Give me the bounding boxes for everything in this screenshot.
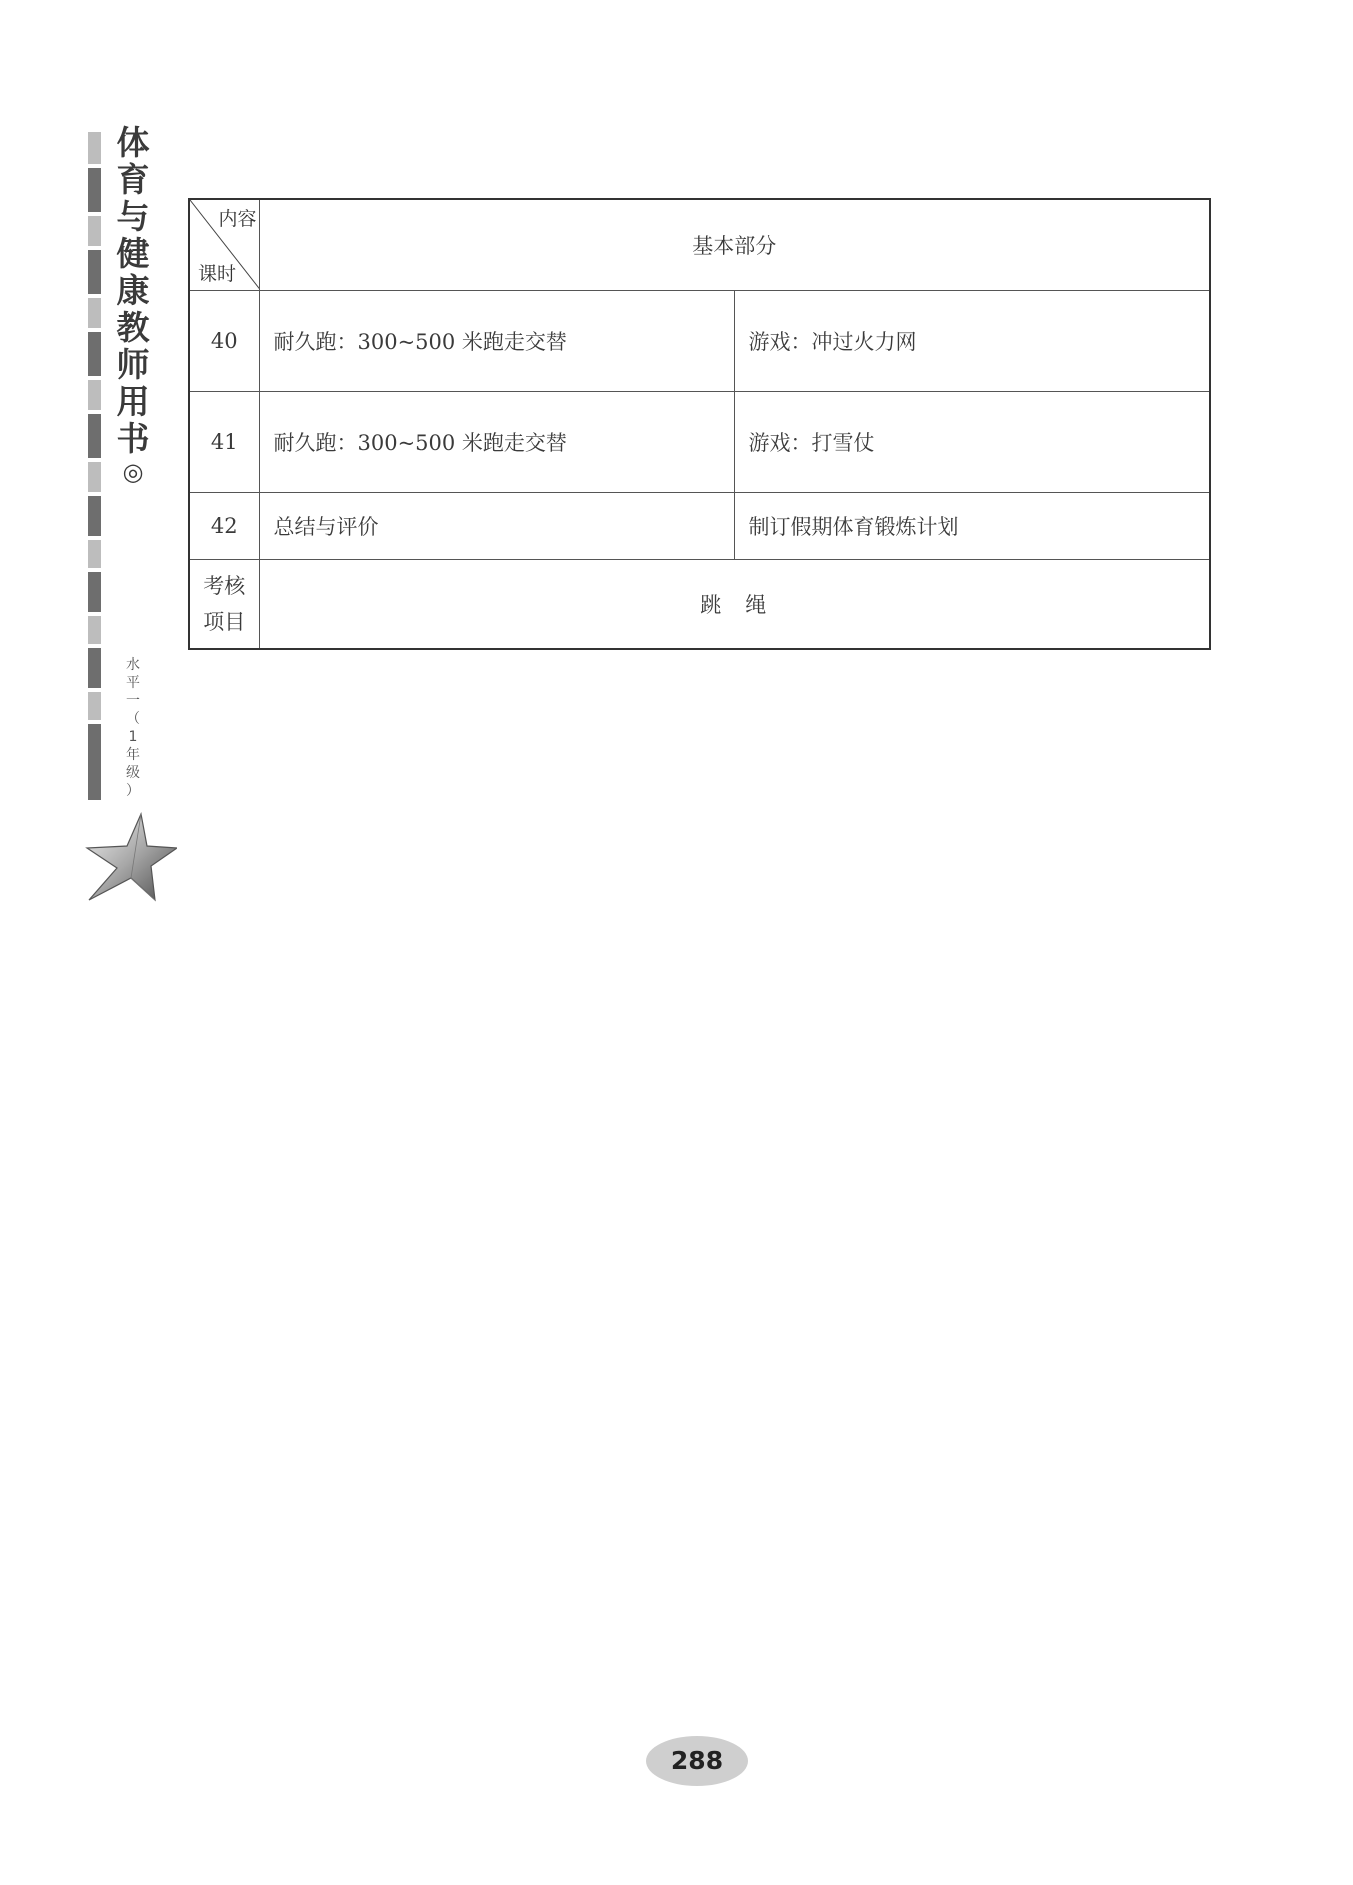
- content-header-label: 内容: [218, 208, 257, 230]
- side-decoration-bars: [88, 132, 101, 800]
- assessment-label-line: 项目: [203, 610, 246, 634]
- book-title-char: 健: [116, 234, 150, 273]
- lesson-plan-table: [188, 198, 1211, 650]
- level-char: 年: [126, 747, 140, 763]
- basic-section-header: 基本部分: [259, 199, 1210, 291]
- book-title-char: 与: [116, 197, 150, 236]
- lesson-number: 40: [189, 291, 259, 392]
- grade-level-label: [124, 656, 142, 800]
- book-title-char: 育: [116, 160, 150, 199]
- assessment-value: [259, 560, 1210, 650]
- table-header-row: [189, 199, 1210, 291]
- level-char: 级: [126, 765, 140, 781]
- table-row: [189, 291, 1210, 392]
- book-title-char: 用: [116, 382, 150, 421]
- book-title-char: 师: [116, 345, 150, 384]
- level-char: ）: [126, 783, 140, 799]
- assessment-label: [189, 560, 259, 650]
- lesson-content-b: 制订假期体育锻炼计划: [734, 493, 1210, 560]
- lesson-number: 42: [189, 493, 259, 560]
- assessment-row: [189, 560, 1210, 650]
- lesson-content-a: 总结与评价: [259, 493, 734, 560]
- level-char: 1: [128, 729, 138, 745]
- level-char: （: [126, 711, 140, 727]
- book-title-char: 教: [116, 308, 150, 347]
- lesson-content-a: 耐久跑：300~500 米跑走交替: [259, 291, 734, 392]
- level-char: 平: [126, 675, 140, 691]
- lesson-content-b: 游戏：冲过火力网: [734, 291, 1210, 392]
- book-title-char: 书: [116, 419, 150, 458]
- page-number: 288: [646, 1736, 748, 1786]
- table-row: [189, 493, 1210, 560]
- lesson-header-label: 课时: [198, 263, 237, 285]
- title-circle-mark: ◎: [122, 458, 144, 486]
- level-char: 水: [126, 657, 140, 673]
- assessment-value-char: 跳: [700, 593, 724, 617]
- lesson-content-b: 游戏：打雪仗: [734, 392, 1210, 493]
- assessment-label-line: 考核: [203, 574, 246, 598]
- star-icon: [85, 812, 177, 902]
- assessment-value-char: 绳: [745, 593, 769, 617]
- book-title-char: 体: [116, 123, 150, 162]
- lesson-content-a: 耐久跑：300~500 米跑走交替: [259, 392, 734, 493]
- lesson-number: 41: [189, 392, 259, 493]
- book-title-char: 康: [116, 271, 150, 310]
- diagonal-header-cell: [189, 199, 259, 291]
- table-row: [189, 392, 1210, 493]
- level-char: 一: [126, 693, 140, 709]
- book-title: [113, 124, 153, 487]
